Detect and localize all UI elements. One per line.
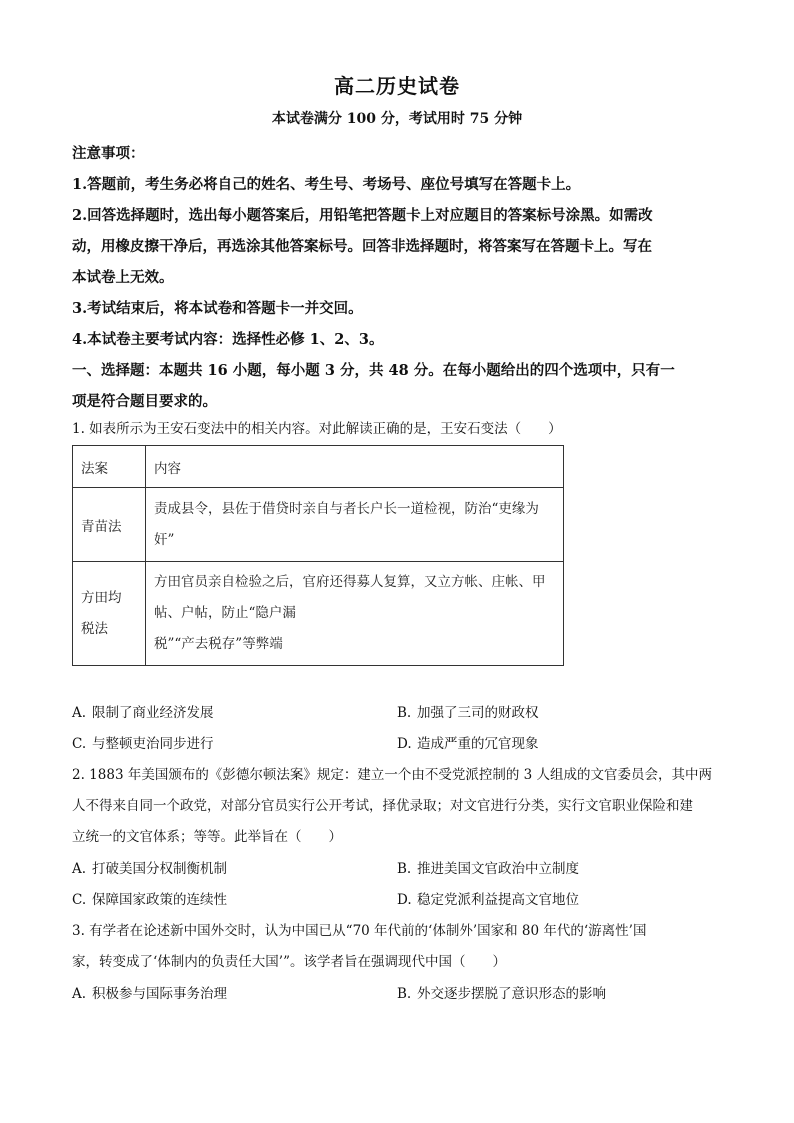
option-text: 打破美国分权制衡机制	[92, 861, 227, 877]
reform-table	[72, 445, 564, 666]
option-key: C.	[72, 736, 87, 752]
question-3-line-1: 3. 有学者在论述新中国外交时，认为中国已从“70 年代前的‘体制外’国家和 80 年代的‘游离性’国	[72, 923, 647, 939]
option-d[interactable]	[397, 885, 579, 916]
table-cell-line: 方田均	[81, 589, 122, 606]
option-key: A.	[72, 986, 87, 1002]
note-item-1: 1.答题前，考生务必将自己的姓名、考生号、考场号、座位号填写在答题卡上。	[72, 176, 581, 193]
option-text: 稳定党派利益提高文官地位	[417, 892, 579, 908]
table-header-cell: 内容	[146, 446, 564, 488]
option-key: A.	[72, 861, 87, 877]
table-row	[73, 562, 564, 666]
question-2-line-1: 2. 1883 年美国颁布的《彭德尔顿法案》规定：建立一个由不受党派控制的 3 人组成的文官委员会，其中两	[72, 767, 712, 783]
table-cell-line: 奸”	[154, 531, 175, 548]
question-2-line-2: 人不得来自同一个政党，对部分官员实行公开考试，择优录取；对文官进行分类，实行文官职业保险和建	[72, 798, 693, 814]
option-text: 加强了三司的财政权	[417, 705, 539, 721]
notes-section	[72, 138, 724, 417]
question-2-options-row-1	[72, 854, 724, 885]
note-item-2-line-2: 动，用橡皮擦干净后，再选涂其他答案标号。回答非选择题时，将答案写在答题卡上。写在	[72, 238, 652, 255]
table-cell-line: 责成县令，县佐于借贷时亲自与者长户长一道检视，防治“吏缘为	[154, 500, 539, 517]
note-item-4: 4.本试卷主要考试内容：选择性必修 1、2、3。	[72, 331, 384, 348]
option-a[interactable]	[72, 854, 227, 885]
question-3-options-row-1	[72, 979, 724, 1010]
option-key: B.	[397, 705, 412, 721]
question-1-text: 1. 如表所示为王安石变法中的相关内容。对此解读正确的是，王安石变法（ ）	[72, 421, 562, 437]
question-3-stem	[72, 916, 724, 978]
option-c[interactable]	[72, 885, 227, 916]
section-heading-line-1: 一、选择题：本题共 16 小题，每小题 3 分，共 48 分。在每小题给出的四个选项中，只有一	[72, 362, 675, 379]
option-c[interactable]	[72, 729, 214, 760]
option-b[interactable]	[397, 979, 606, 1010]
option-text: 外交逐步摆脱了意识形态的影响	[417, 986, 606, 1002]
table-header-row	[73, 446, 564, 488]
option-key: D.	[397, 736, 412, 752]
question-2-line-3: 立统一的文官体系；等等。此举旨在（ ）	[72, 829, 342, 845]
note-item-3: 3.考试结束后，将本试卷和答题卡一并交回。	[72, 300, 363, 317]
option-key: B.	[397, 861, 412, 877]
option-d[interactable]	[397, 729, 539, 760]
option-text: 造成严重的冗官现象	[417, 736, 539, 752]
question-1-stem	[72, 414, 724, 445]
option-text: 推进美国文官政治中立制度	[417, 861, 579, 877]
note-item-2-line-3: 本试卷上无效。	[72, 269, 174, 286]
question-1-options-row-1	[72, 698, 724, 729]
option-key: C.	[72, 892, 87, 908]
option-a[interactable]	[72, 979, 227, 1010]
question-2-stem	[72, 760, 724, 853]
table-cell: 青苗法	[73, 488, 146, 562]
option-a[interactable]	[72, 698, 214, 729]
exam-subtitle: 本试卷满分 100 分，考试用时 75 分钟	[271, 111, 523, 127]
table-cell-line: 方田官员亲自检验之后，官府还得募人复算，又立方帐、庄帐、甲	[154, 574, 546, 590]
table-cell-line: 税法	[81, 620, 108, 637]
option-b[interactable]	[397, 854, 579, 885]
table-cell-line: 帖、户帖，防止“隐户漏	[154, 605, 296, 621]
page-title: 高二历史试卷	[334, 74, 460, 98]
table-header-cell: 法案	[73, 446, 146, 488]
option-text: 与整顿吏治同步进行	[92, 736, 214, 752]
option-key: D.	[397, 892, 412, 908]
option-key: A.	[72, 705, 87, 721]
table-row	[73, 488, 564, 562]
table-cell	[73, 562, 146, 666]
option-text: 积极参与国际事务治理	[92, 986, 227, 1002]
option-key: B.	[397, 986, 412, 1002]
option-text: 限制了商业经济发展	[92, 705, 214, 721]
table-cell	[146, 562, 564, 666]
table-cell	[146, 488, 564, 562]
table-cell-line: 税”“产去税存”等弊端	[154, 636, 283, 652]
question-2-options-row-2	[72, 885, 724, 916]
note-item-2-line-1: 2.回答选择题时，选出每小题答案后，用铅笔把答题卡上对应题目的答案标号涂黑。如需改	[72, 207, 653, 224]
option-text: 保障国家政策的连续性	[92, 892, 227, 908]
question-3-line-2: 家，转变成了‘体制内的负责任大国’”。该学者旨在强调现代中国（ ）	[72, 954, 506, 970]
notes-heading: 注意事项：	[72, 145, 145, 162]
section-heading-line-2: 项是符合题目要求的。	[72, 393, 217, 410]
option-b[interactable]	[397, 698, 539, 729]
question-1-options-row-2	[72, 729, 724, 760]
